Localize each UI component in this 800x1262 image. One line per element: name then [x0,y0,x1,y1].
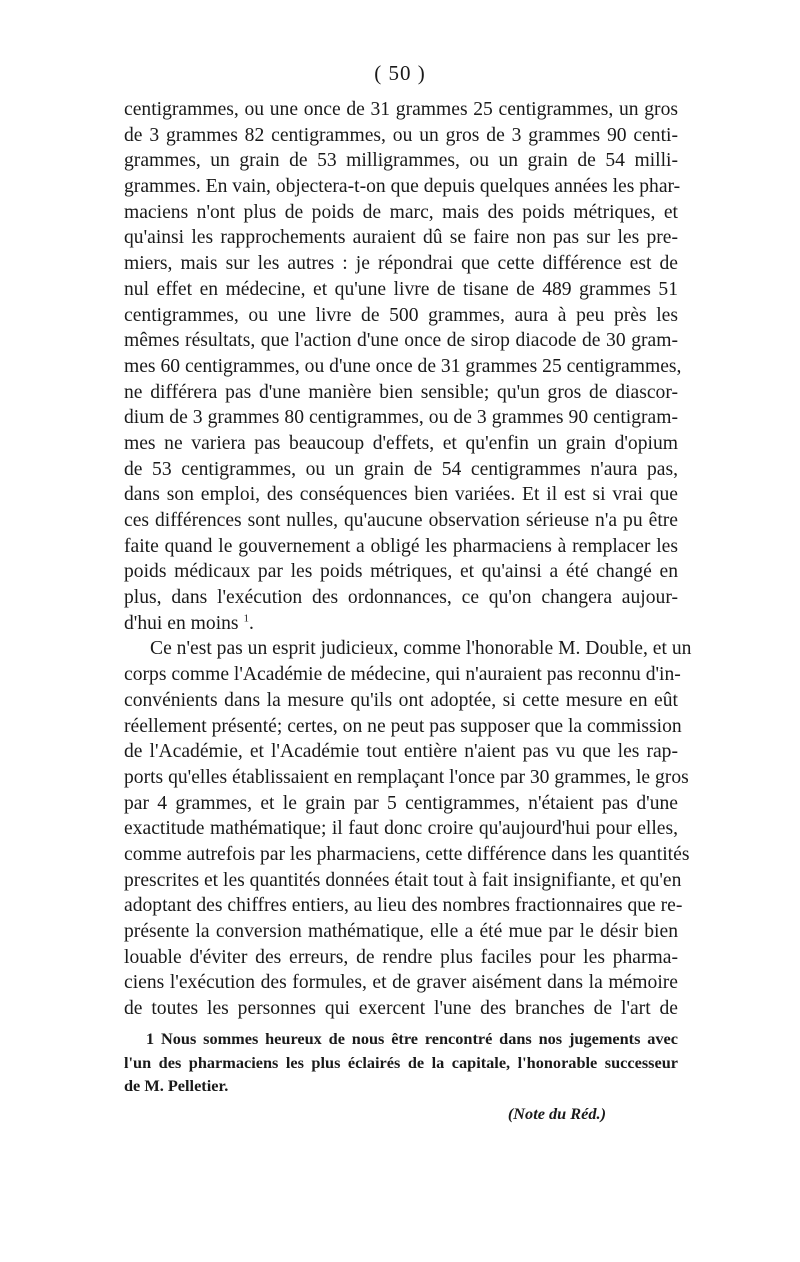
footnote-marker: 1 [146,1029,155,1048]
text-line: dans son emploi, des conséquences bien variées. Et il est si vrai que [124,484,678,506]
footnote-line [124,1027,678,1051]
text-line: miers, mais sur les autres : je répondrai que cette différence est de [124,253,678,275]
text-line: grammes, un grain de 53 milligrammes, ou un grain de 54 milli- [124,150,678,172]
page-number: ( 50 ) [374,61,426,85]
text-line: ces différences sont nulles, qu'aucune observation sérieuse n'a pu être [124,510,678,531]
text-line-content: d'hui en moins [124,612,239,634]
text-line: prescrites et les quantités données était tout à fait insignifiante, et qu'en [124,869,682,891]
text-line: de l'Académie, et l'Académie tout entière n'aient pas vu que les rap- [124,741,678,763]
footnote-line: de M. Pelletier. [124,1076,229,1095]
text-line: comme autrefois par les pharmaciens, cette différence dans les quantités [124,843,690,865]
text-line: de toutes les personnes qui exercent l'une des branches de l'art de [124,998,678,1020]
text-line: de 53 centigrammes, ou un grain de 54 centigrammes n'aura pas, [124,458,678,480]
text-line: ports qu'elles établissaient en remplaçant l'once par 30 grammes, le gros [124,766,689,788]
text-line: adoptant des chiffres entiers, au lieu des nombres fractionnaires que re- [124,895,683,917]
text-line: faite quand le gouvernement a obligé les pharmaciens à remplacer les [124,535,678,557]
text-line: centigrammes, ou une once de 31 grammes 25 centigrammes, un gros [124,99,678,120]
text-line: exactitude mathématique; il faut donc croire qu'aujourd'hui pour elles, [124,818,678,840]
footnote-attribution: (Note du Réd.) [507,1103,606,1123]
text-line: mes ne variera pas beaucoup d'effets, et qu'enfin un grain d'opium [124,432,678,454]
text-line: centigrammes, ou une livre de 500 grammes, aura à peu près les [124,304,678,326]
text-line: présente la conversion mathématique, elle a été mue par le désir bien [124,921,678,942]
text-line: convénients dans la mesure qu'ils ont adoptée, si cette mesure en eût [124,689,678,711]
text-line: ne différera pas d'une manière bien sensible; qu'un gros de diascor- [124,381,678,403]
text-line-last: d'hui en moins $^1$. [124,612,254,634]
footnote-text: Nous sommes heureux de nous être rencontré dans nos jugements avec [160,1029,678,1048]
footnote [124,1027,678,1125]
text-line: ciens l'exécution des formules, et de graver aisément dans la mémoire [124,972,678,994]
text-line: mes 60 centigrammes, ou d'une once de 31 grammes 25 centigrammes, [124,355,682,377]
text-line: grammes. En vain, objectera-t-on que depuis quelques années les phar- [124,176,681,198]
text-line: mêmes résultats, que l'action d'une once de sirop diacode de 30 gram- [124,330,678,352]
footnote-reference: 1 [243,612,249,625]
paragraph-start-line: Ce n'est pas un esprit judicieux, comme l'honorable M. Double, et un [150,638,692,660]
text-line: dium de 3 grammes 80 centigrammes, ou de 3 grammes 90 centigram- [124,407,678,429]
text-line: corps comme l'Académie de médecine, qui n'auraient pas reconnu d'in- [124,664,681,686]
body-text [124,97,692,1022]
text-line: de 3 grammes 82 centigrammes, ou un gros de 3 grammes 90 centi- [124,124,678,146]
text-line: maciens n'ont plus de poids de marc, mais des poids métriques, et [124,201,678,223]
text-line: poids médicaux par les poids métriques, et qu'ainsi a été changé en [124,561,678,583]
text-line: réellement présenté; certes, on ne peut pas supposer que la commission [124,715,682,737]
text-line: nul effet en médecine, et qu'une livre de tisane de 489 grammes 51 [124,278,678,300]
text-line: qu'ainsi les rapprochements auraient dû se faire non pas sur les pre- [124,227,678,249]
text-line: louable d'éviter des erreurs, de rendre plus faciles pour les pharma- [124,946,678,968]
footnote-line: l'un des pharmaciens les plus éclairés de la capitale, l'honorable successeur [124,1052,678,1072]
text-line: plus, dans l'exécution des ordonnances, ce qu'on changera aujour- [124,587,678,609]
text-line: par 4 grammes, et le grain par 5 centigrammes, n'étaient pas d'une [124,792,678,814]
